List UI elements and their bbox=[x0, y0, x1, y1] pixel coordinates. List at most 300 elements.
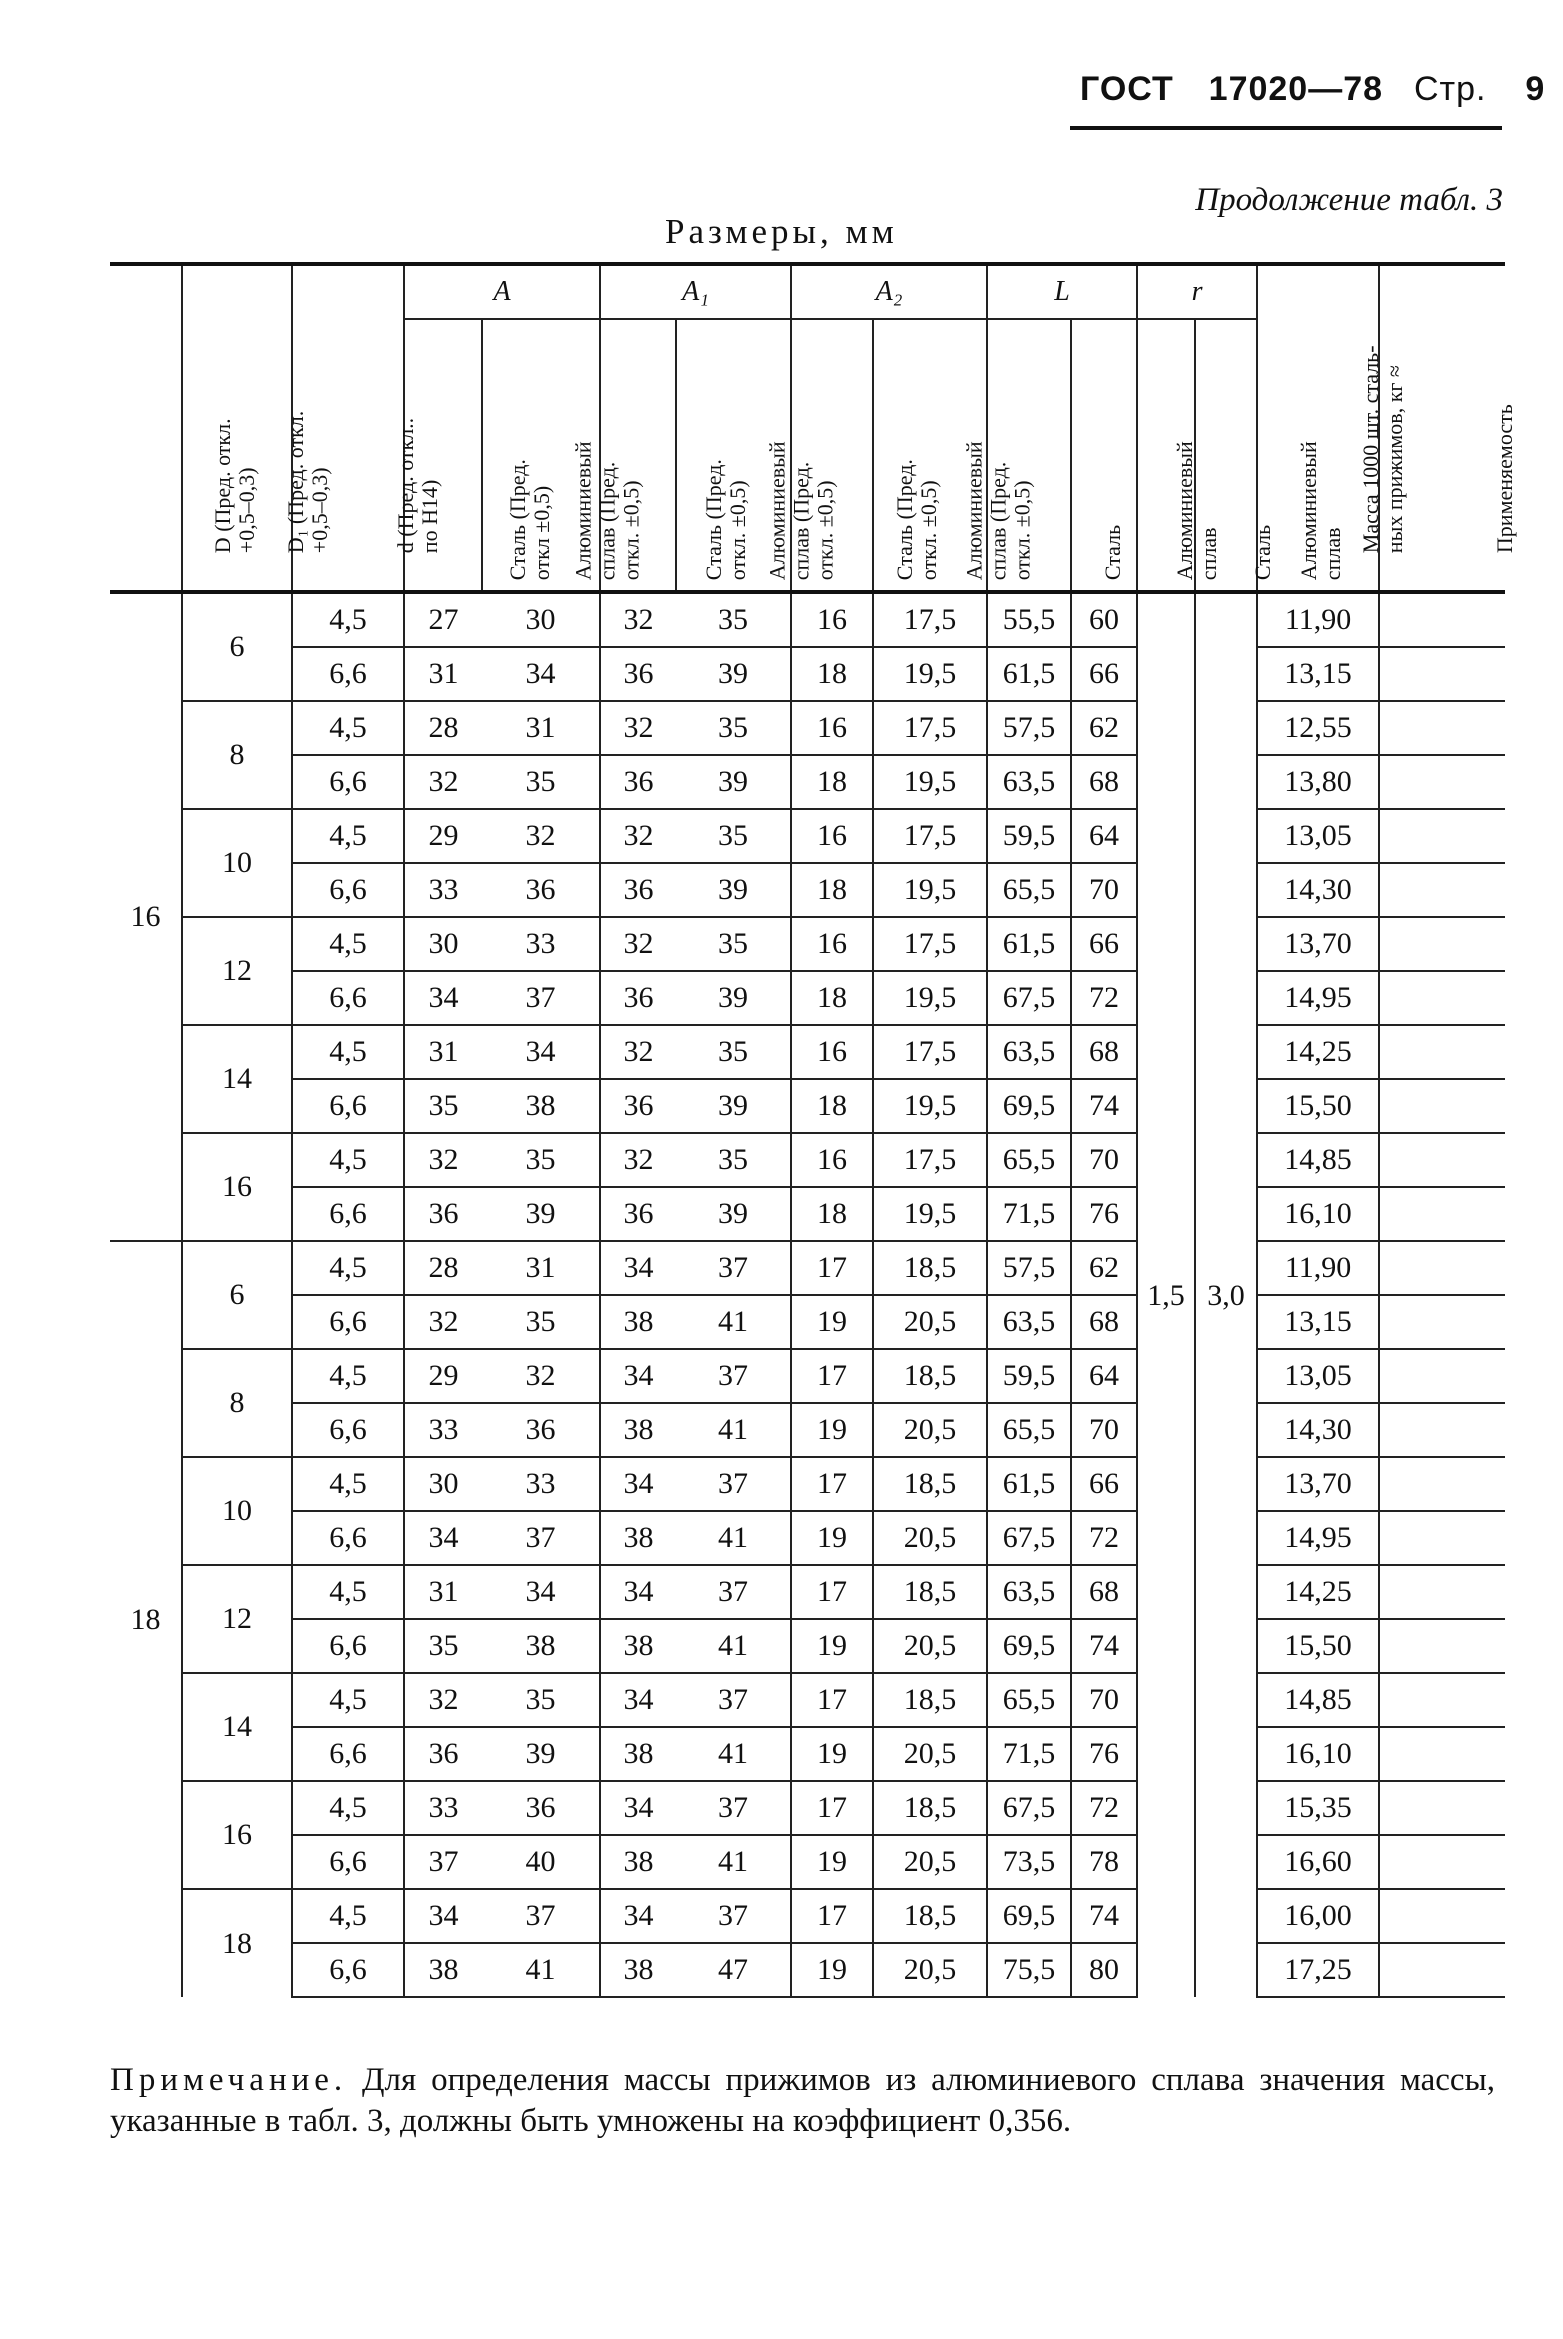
cell-A-alloy: 35 bbox=[482, 755, 600, 809]
table-row bbox=[110, 701, 1505, 755]
cell-A2-alloy: 19,5 bbox=[873, 1187, 987, 1241]
cell-A2-steel: 16 bbox=[791, 1025, 873, 1079]
table-row bbox=[110, 1133, 1505, 1187]
cell-L-steel: 71,5 bbox=[987, 1187, 1071, 1241]
cell-D1: 10 bbox=[182, 1457, 292, 1565]
cell-A-steel: 33 bbox=[404, 1403, 482, 1457]
cell-d: 4,5 bbox=[292, 1349, 404, 1403]
group-header-r: r bbox=[1137, 264, 1257, 319]
cell-A2-steel: 19 bbox=[791, 1835, 873, 1889]
table-row bbox=[110, 647, 1505, 701]
cell-L-alloy: 76 bbox=[1071, 1187, 1137, 1241]
cell-d: 6,6 bbox=[292, 1295, 404, 1349]
cell-applicability bbox=[1379, 1187, 1505, 1241]
cell-applicability bbox=[1379, 1781, 1505, 1835]
cell-A-alloy: 37 bbox=[482, 971, 600, 1025]
table-continuation-caption: Продолжение табл. 3 bbox=[1195, 182, 1503, 218]
table-row bbox=[110, 1835, 1505, 1889]
cell-d: 6,6 bbox=[292, 755, 404, 809]
cell-A2-steel: 17 bbox=[791, 1241, 873, 1295]
cell-A1-steel: 38 bbox=[600, 1295, 676, 1349]
cell-A-alloy: 41 bbox=[482, 1943, 600, 1997]
cell-A2-alloy: 18,5 bbox=[873, 1349, 987, 1403]
cell-L-steel: 73,5 bbox=[987, 1835, 1071, 1889]
table-row bbox=[110, 1727, 1505, 1781]
cell-A1-alloy: 35 bbox=[676, 917, 791, 971]
cell-A-alloy: 39 bbox=[482, 1187, 600, 1241]
standard-code: ГОСТ bbox=[1080, 70, 1174, 108]
col-header-A2-alloy: Алюминиевый сплав (Пред. откл. ±0,5) bbox=[873, 319, 987, 592]
page-number: 9 bbox=[1525, 70, 1546, 108]
cell-A1-steel: 38 bbox=[600, 1619, 676, 1673]
cell-applicability bbox=[1379, 1511, 1505, 1565]
cell-A2-steel: 19 bbox=[791, 1511, 873, 1565]
cell-A2-alloy: 17,5 bbox=[873, 809, 987, 863]
cell-A2-steel: 16 bbox=[791, 592, 873, 647]
cell-L-steel: 69,5 bbox=[987, 1079, 1071, 1133]
page-header bbox=[1080, 70, 1546, 120]
cell-applicability bbox=[1379, 863, 1505, 917]
cell-mass: 13,70 bbox=[1257, 1457, 1379, 1511]
cell-mass: 13,80 bbox=[1257, 755, 1379, 809]
cell-L-alloy: 66 bbox=[1071, 917, 1137, 971]
cell-L-steel: 63,5 bbox=[987, 1025, 1071, 1079]
cell-mass: 15,50 bbox=[1257, 1079, 1379, 1133]
cell-L-steel: 71,5 bbox=[987, 1727, 1071, 1781]
cell-A1-alloy: 35 bbox=[676, 701, 791, 755]
cell-A2-alloy: 19,5 bbox=[873, 971, 987, 1025]
cell-applicability bbox=[1379, 1403, 1505, 1457]
cell-applicability bbox=[1379, 1295, 1505, 1349]
table-note bbox=[110, 2060, 1495, 2143]
cell-A1-alloy: 39 bbox=[676, 1079, 791, 1133]
cell-A2-alloy: 20,5 bbox=[873, 1511, 987, 1565]
cell-A1-steel: 38 bbox=[600, 1943, 676, 1997]
cell-A1-alloy: 41 bbox=[676, 1403, 791, 1457]
cell-mass: 13,15 bbox=[1257, 647, 1379, 701]
cell-A-steel: 29 bbox=[404, 809, 482, 863]
cell-applicability bbox=[1379, 755, 1505, 809]
cell-A1-steel: 34 bbox=[600, 1781, 676, 1835]
cell-d: 4,5 bbox=[292, 1565, 404, 1619]
table-row bbox=[110, 1889, 1505, 1943]
cell-applicability bbox=[1379, 1673, 1505, 1727]
table-row bbox=[110, 1781, 1505, 1835]
cell-D: 16 bbox=[130, 900, 161, 933]
cell-d: 6,6 bbox=[292, 1079, 404, 1133]
cell-A-alloy: 32 bbox=[482, 1349, 600, 1403]
page-label: Стр. bbox=[1413, 70, 1487, 108]
cell-d: 4,5 bbox=[292, 1133, 404, 1187]
cell-A-alloy: 35 bbox=[482, 1295, 600, 1349]
cell-mass: 16,10 bbox=[1257, 1727, 1379, 1781]
cell-L-steel: 67,5 bbox=[987, 1781, 1071, 1835]
cell-applicability bbox=[1379, 1727, 1505, 1781]
cell-A-alloy: 30 bbox=[482, 592, 600, 647]
group-header-A2: A₂ bbox=[791, 264, 987, 319]
cell-L-alloy: 70 bbox=[1071, 1673, 1137, 1727]
cell-applicability bbox=[1379, 1565, 1505, 1619]
cell-d: 6,6 bbox=[292, 971, 404, 1025]
cell-A1-steel: 38 bbox=[600, 1835, 676, 1889]
note-label: Примечание. bbox=[110, 2062, 348, 2098]
sizes-caption: Размеры, мм bbox=[665, 212, 898, 251]
cell-A-steel: 33 bbox=[404, 1781, 482, 1835]
col-header-A-steel: Сталь (Пред. откл ±0,5) bbox=[404, 319, 482, 592]
cell-A-steel: 35 bbox=[404, 1619, 482, 1673]
cell-d: 6,6 bbox=[292, 647, 404, 701]
cell-A2-steel: 17 bbox=[791, 1457, 873, 1511]
table-row bbox=[110, 1619, 1505, 1673]
cell-L-steel: 61,5 bbox=[987, 647, 1071, 701]
table-row bbox=[110, 1673, 1505, 1727]
header-rule bbox=[1070, 126, 1502, 130]
cell-A1-steel: 36 bbox=[600, 755, 676, 809]
cell-A2-alloy: 20,5 bbox=[873, 1295, 987, 1349]
cell-A-alloy: 36 bbox=[482, 1781, 600, 1835]
table-row bbox=[110, 1943, 1505, 1997]
cell-mass: 11,90 bbox=[1257, 592, 1379, 647]
cell-A2-steel: 18 bbox=[791, 971, 873, 1025]
cell-A1-steel: 38 bbox=[600, 1403, 676, 1457]
cell-A-alloy: 34 bbox=[482, 1565, 600, 1619]
cell-A2-steel: 17 bbox=[791, 1349, 873, 1403]
cell-A2-steel: 17 bbox=[791, 1889, 873, 1943]
cell-r-alloy: 3,0 bbox=[1195, 592, 1257, 1997]
cell-d: 4,5 bbox=[292, 1889, 404, 1943]
cell-d: 6,6 bbox=[292, 863, 404, 917]
cell-A1-alloy: 39 bbox=[676, 1187, 791, 1241]
cell-A2-alloy: 18,5 bbox=[873, 1673, 987, 1727]
cell-A-steel: 34 bbox=[404, 1511, 482, 1565]
cell-L-steel: 75,5 bbox=[987, 1943, 1071, 1997]
cell-A1-steel: 34 bbox=[600, 1457, 676, 1511]
cell-L-steel: 59,5 bbox=[987, 1349, 1071, 1403]
cell-D1: 6 bbox=[182, 592, 292, 701]
cell-L-steel: 57,5 bbox=[987, 1241, 1071, 1295]
table-row bbox=[110, 1457, 1505, 1511]
cell-A2-alloy: 20,5 bbox=[873, 1619, 987, 1673]
cell-A1-steel: 32 bbox=[600, 809, 676, 863]
cell-A1-alloy: 41 bbox=[676, 1295, 791, 1349]
cell-A2-steel: 19 bbox=[791, 1619, 873, 1673]
cell-A2-alloy: 18,5 bbox=[873, 1457, 987, 1511]
cell-L-alloy: 74 bbox=[1071, 1889, 1137, 1943]
table-row bbox=[110, 1187, 1505, 1241]
cell-A-alloy: 37 bbox=[482, 1889, 600, 1943]
cell-d: 4,5 bbox=[292, 1781, 404, 1835]
cell-A-steel: 37 bbox=[404, 1835, 482, 1889]
cell-mass: 14,30 bbox=[1257, 863, 1379, 917]
cell-A-alloy: 34 bbox=[482, 647, 600, 701]
cell-L-steel: 57,5 bbox=[987, 701, 1071, 755]
cell-A2-steel: 16 bbox=[791, 1133, 873, 1187]
cell-D1: 16 bbox=[182, 1781, 292, 1889]
cell-A1-alloy: 37 bbox=[676, 1565, 791, 1619]
cell-A2-alloy: 18,5 bbox=[873, 1241, 987, 1295]
cell-A1-steel: 36 bbox=[600, 647, 676, 701]
cell-A2-alloy: 19,5 bbox=[873, 1079, 987, 1133]
cell-A-alloy: 31 bbox=[482, 701, 600, 755]
cell-A2-steel: 19 bbox=[791, 1727, 873, 1781]
cell-L-alloy: 66 bbox=[1071, 1457, 1137, 1511]
table-row bbox=[110, 1241, 1505, 1295]
cell-A-steel: 27 bbox=[404, 592, 482, 647]
cell-L-steel: 63,5 bbox=[987, 1295, 1071, 1349]
cell-A2-alloy: 20,5 bbox=[873, 1403, 987, 1457]
cell-A-alloy: 34 bbox=[482, 1025, 600, 1079]
cell-mass: 15,35 bbox=[1257, 1781, 1379, 1835]
cell-A-steel: 34 bbox=[404, 1889, 482, 1943]
cell-L-steel: 69,5 bbox=[987, 1619, 1071, 1673]
col-header-mass: Масса 1000 шт. сталь- ных прижимов, кг ≈ bbox=[1257, 264, 1379, 592]
cell-A-steel: 30 bbox=[404, 917, 482, 971]
col-header-A-alloy: Алюминиевый сплав (Пред. откл. ±0,5) bbox=[482, 319, 600, 592]
standard-number: 17020—78 bbox=[1208, 70, 1384, 108]
cell-mass: 13,70 bbox=[1257, 917, 1379, 971]
cell-A1-alloy: 35 bbox=[676, 1133, 791, 1187]
cell-d: 4,5 bbox=[292, 592, 404, 647]
cell-A-alloy: 33 bbox=[482, 917, 600, 971]
cell-A-alloy: 35 bbox=[482, 1133, 600, 1187]
cell-L-steel: 65,5 bbox=[987, 1403, 1071, 1457]
cell-A1-steel: 38 bbox=[600, 1511, 676, 1565]
cell-L-steel: 61,5 bbox=[987, 917, 1071, 971]
cell-A1-alloy: 39 bbox=[676, 647, 791, 701]
cell-mass: 14,25 bbox=[1257, 1025, 1379, 1079]
cell-A2-alloy: 20,5 bbox=[873, 1835, 987, 1889]
cell-A1-alloy: 35 bbox=[676, 592, 791, 647]
cell-A1-alloy: 35 bbox=[676, 809, 791, 863]
cell-A-steel: 29 bbox=[404, 1349, 482, 1403]
cell-A1-steel: 34 bbox=[600, 1349, 676, 1403]
cell-mass: 17,25 bbox=[1257, 1943, 1379, 1997]
cell-A1-alloy: 39 bbox=[676, 971, 791, 1025]
cell-A1-alloy: 37 bbox=[676, 1457, 791, 1511]
cell-A-steel: 35 bbox=[404, 1079, 482, 1133]
table-row bbox=[110, 809, 1505, 863]
cell-A1-alloy: 39 bbox=[676, 863, 791, 917]
cell-applicability bbox=[1379, 1943, 1505, 1997]
cell-D1: 18 bbox=[182, 1889, 292, 1997]
cell-A1-alloy: 35 bbox=[676, 1025, 791, 1079]
table-row bbox=[110, 1403, 1505, 1457]
cell-L-steel: 65,5 bbox=[987, 863, 1071, 917]
cell-A1-steel: 36 bbox=[600, 863, 676, 917]
cell-applicability bbox=[1379, 1241, 1505, 1295]
cell-mass: 13,15 bbox=[1257, 1295, 1379, 1349]
cell-mass: 16,00 bbox=[1257, 1889, 1379, 1943]
cell-A2-alloy: 19,5 bbox=[873, 647, 987, 701]
cell-L-steel: 61,5 bbox=[987, 1457, 1071, 1511]
table-row bbox=[110, 1349, 1505, 1403]
cell-d: 6,6 bbox=[292, 1403, 404, 1457]
cell-A-steel: 32 bbox=[404, 1133, 482, 1187]
col-header-A1-alloy: Алюминиевый сплав (Пред. откл. ±0,5) bbox=[676, 319, 791, 592]
cell-d: 6,6 bbox=[292, 1835, 404, 1889]
cell-applicability bbox=[1379, 1457, 1505, 1511]
table-row bbox=[110, 971, 1505, 1025]
cell-L-steel: 55,5 bbox=[987, 592, 1071, 647]
table-row bbox=[110, 917, 1505, 971]
cell-mass: 14,85 bbox=[1257, 1673, 1379, 1727]
cell-mass: 14,25 bbox=[1257, 1565, 1379, 1619]
cell-A-steel: 38 bbox=[404, 1943, 482, 1997]
cell-A2-alloy: 17,5 bbox=[873, 1133, 987, 1187]
group-header-L: L bbox=[987, 264, 1137, 319]
cell-L-alloy: 72 bbox=[1071, 971, 1137, 1025]
cell-L-alloy: 68 bbox=[1071, 1565, 1137, 1619]
group-header-A1: A₁ bbox=[600, 264, 791, 319]
cell-D1: 16 bbox=[182, 1133, 292, 1241]
cell-A2-alloy: 17,5 bbox=[873, 592, 987, 647]
cell-mass: 14,30 bbox=[1257, 1403, 1379, 1457]
cell-mass: 14,95 bbox=[1257, 1511, 1379, 1565]
cell-A2-alloy: 17,5 bbox=[873, 1025, 987, 1079]
cell-L-alloy: 80 bbox=[1071, 1943, 1137, 1997]
cell-A1-alloy: 37 bbox=[676, 1673, 791, 1727]
cell-A2-steel: 17 bbox=[791, 1673, 873, 1727]
cell-A-steel: 31 bbox=[404, 1565, 482, 1619]
cell-d: 4,5 bbox=[292, 917, 404, 971]
cell-L-alloy: 70 bbox=[1071, 1133, 1137, 1187]
cell-applicability bbox=[1379, 701, 1505, 755]
cell-A2-alloy: 18,5 bbox=[873, 1781, 987, 1835]
cell-L-alloy: 78 bbox=[1071, 1835, 1137, 1889]
cell-applicability bbox=[1379, 647, 1505, 701]
cell-A1-steel: 32 bbox=[600, 1133, 676, 1187]
cell-A2-alloy: 17,5 bbox=[873, 701, 987, 755]
col-header-d: d (Пред. откл.. по H14) bbox=[292, 264, 404, 592]
cell-applicability bbox=[1379, 592, 1505, 647]
cell-A2-steel: 17 bbox=[791, 1781, 873, 1835]
cell-d: 6,6 bbox=[292, 1619, 404, 1673]
cell-applicability bbox=[1379, 1619, 1505, 1673]
col-header-applicability: Применяемость bbox=[1379, 264, 1505, 592]
cell-A1-alloy: 41 bbox=[676, 1727, 791, 1781]
cell-A-alloy: 36 bbox=[482, 863, 600, 917]
cell-d: 4,5 bbox=[292, 809, 404, 863]
cell-A2-steel: 18 bbox=[791, 647, 873, 701]
table-row bbox=[110, 1295, 1505, 1349]
cell-A2-steel: 17 bbox=[791, 1565, 873, 1619]
cell-A1-steel: 36 bbox=[600, 971, 676, 1025]
cell-applicability bbox=[1379, 1889, 1505, 1943]
cell-L-alloy: 62 bbox=[1071, 1241, 1137, 1295]
cell-applicability bbox=[1379, 1079, 1505, 1133]
col-header-A2-steel: Сталь (Пред. откл. ±0,5) bbox=[791, 319, 873, 592]
cell-L-steel: 67,5 bbox=[987, 1511, 1071, 1565]
cell-L-steel: 67,5 bbox=[987, 971, 1071, 1025]
cell-A1-steel: 38 bbox=[600, 1727, 676, 1781]
table-row bbox=[110, 1511, 1505, 1565]
cell-L-steel: 59,5 bbox=[987, 809, 1071, 863]
dimensions-table bbox=[110, 262, 1517, 1998]
cell-A2-alloy: 20,5 bbox=[873, 1943, 987, 1997]
col-header-r-alloy: Алюминиевый сплав bbox=[1195, 319, 1257, 592]
cell-L-alloy: 68 bbox=[1071, 1295, 1137, 1349]
cell-A1-steel: 36 bbox=[600, 1079, 676, 1133]
cell-r-steel: 1,5 bbox=[1137, 592, 1195, 1997]
cell-L-steel: 63,5 bbox=[987, 1565, 1071, 1619]
cell-D1: 12 bbox=[182, 1565, 292, 1673]
cell-mass: 15,50 bbox=[1257, 1619, 1379, 1673]
cell-mass: 11,90 bbox=[1257, 1241, 1379, 1295]
cell-mass: 16,10 bbox=[1257, 1187, 1379, 1241]
cell-A-alloy: 37 bbox=[482, 1511, 600, 1565]
cell-A1-steel: 36 bbox=[600, 1187, 676, 1241]
cell-A-steel: 32 bbox=[404, 1295, 482, 1349]
cell-A1-steel: 32 bbox=[600, 701, 676, 755]
cell-A2-alloy: 20,5 bbox=[873, 1727, 987, 1781]
cell-A2-steel: 18 bbox=[791, 1187, 873, 1241]
cell-A-steel: 30 bbox=[404, 1457, 482, 1511]
cell-L-alloy: 60 bbox=[1071, 592, 1137, 647]
cell-A-steel: 32 bbox=[404, 755, 482, 809]
cell-A1-steel: 32 bbox=[600, 917, 676, 971]
cell-A2-steel: 18 bbox=[791, 1079, 873, 1133]
cell-D1: 14 bbox=[182, 1025, 292, 1133]
table-row bbox=[110, 863, 1505, 917]
cell-L-alloy: 62 bbox=[1071, 701, 1137, 755]
cell-d: 6,6 bbox=[292, 1727, 404, 1781]
cell-L-alloy: 76 bbox=[1071, 1727, 1137, 1781]
cell-A1-alloy: 37 bbox=[676, 1889, 791, 1943]
cell-A2-alloy: 17,5 bbox=[873, 917, 987, 971]
group-header-A: A bbox=[404, 264, 600, 319]
cell-A-alloy: 33 bbox=[482, 1457, 600, 1511]
cell-mass: 12,55 bbox=[1257, 701, 1379, 755]
cell-A1-steel: 34 bbox=[600, 1673, 676, 1727]
cell-D: 18 bbox=[110, 1241, 182, 1997]
cell-A1-alloy: 41 bbox=[676, 1619, 791, 1673]
cell-A2-steel: 19 bbox=[791, 1295, 873, 1349]
cell-applicability bbox=[1379, 971, 1505, 1025]
cell-A1-alloy: 47 bbox=[676, 1943, 791, 1997]
col-header-D: D (Пред. откл. +0,5–0,3) bbox=[110, 264, 182, 592]
cell-L-alloy: 74 bbox=[1071, 1619, 1137, 1673]
cell-A1-steel: 34 bbox=[600, 1565, 676, 1619]
cell-d: 4,5 bbox=[292, 1025, 404, 1079]
cell-A2-steel: 19 bbox=[791, 1943, 873, 1997]
cell-A-alloy: 39 bbox=[482, 1727, 600, 1781]
cell-L-alloy: 66 bbox=[1071, 647, 1137, 701]
cell-A2-steel: 16 bbox=[791, 701, 873, 755]
cell-applicability bbox=[1379, 1133, 1505, 1187]
cell-A-steel: 36 bbox=[404, 1187, 482, 1241]
cell-d: 4,5 bbox=[292, 1673, 404, 1727]
cell-A2-steel: 16 bbox=[791, 917, 873, 971]
cell-A-alloy: 32 bbox=[482, 809, 600, 863]
cell-applicability bbox=[1379, 809, 1505, 863]
cell-L-alloy: 72 bbox=[1071, 1781, 1137, 1835]
cell-A-steel: 31 bbox=[404, 1025, 482, 1079]
cell-L-steel: 63,5 bbox=[987, 755, 1071, 809]
col-header-D1: D₁ (Пред. откл. +0,5–0,3) bbox=[182, 264, 292, 592]
cell-A2-alloy: 18,5 bbox=[873, 1565, 987, 1619]
cell-d: 4,5 bbox=[292, 701, 404, 755]
cell-A-steel: 28 bbox=[404, 1241, 482, 1295]
cell-A1-steel: 32 bbox=[600, 1025, 676, 1079]
cell-applicability bbox=[1379, 917, 1505, 971]
cell-A2-alloy: 19,5 bbox=[873, 863, 987, 917]
cell-D1: 8 bbox=[182, 1349, 292, 1457]
cell-D1: 8 bbox=[182, 701, 292, 809]
cell-A1-steel: 32 bbox=[600, 592, 676, 647]
cell-A2-alloy: 19,5 bbox=[873, 755, 987, 809]
cell-A-alloy: 38 bbox=[482, 1079, 600, 1133]
cell-L-alloy: 74 bbox=[1071, 1079, 1137, 1133]
